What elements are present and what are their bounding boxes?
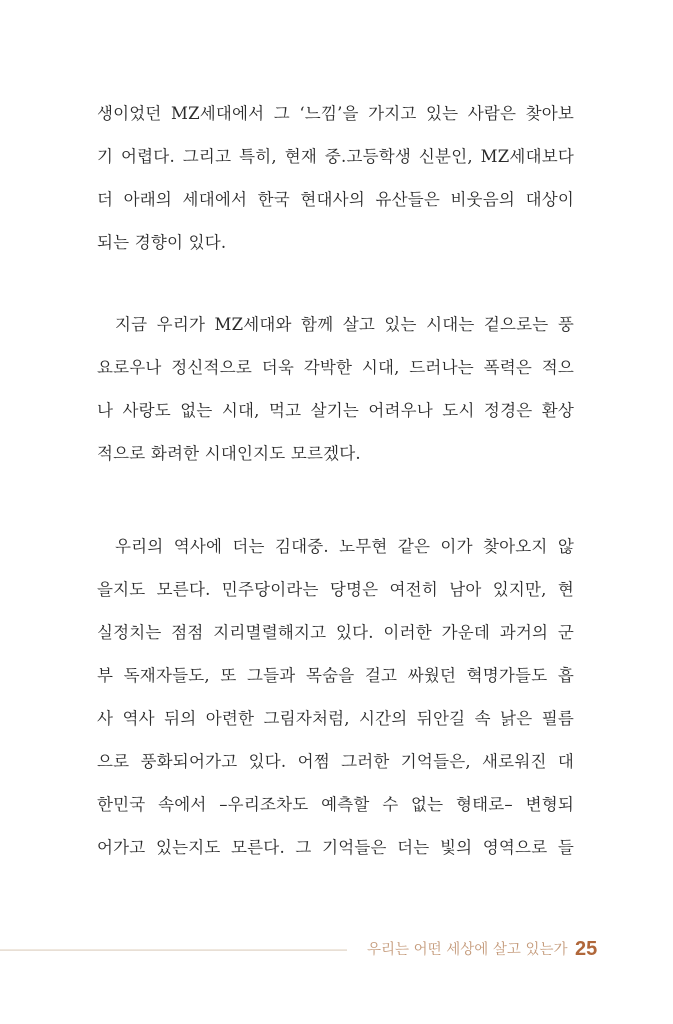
text-line: 어가고 있는지도 모른다. 그 기억들은 더는 빛의 영역으로 들 xyxy=(97,838,574,857)
running-title: 우리는 어떤 세상에 살고 있는가 xyxy=(367,942,568,958)
text-line: 을지도 모른다. 민주당이라는 당명은 여전히 남아 있지만, 현 xyxy=(97,580,574,599)
text-line: 실정치는 점점 지리멸렬해지고 있다. 이러한 가운데 과거의 군 xyxy=(97,623,574,642)
text-line: 되는 경향이 있다. xyxy=(97,233,227,252)
text-line: 나 사랑도 없는 시대, 먹고 살기는 어려우나 도시 정경은 환상 xyxy=(97,401,574,420)
text-line: 한민국 속에서 –우리조차도 예측할 수 없는 형태로– 변형되 xyxy=(97,795,574,814)
text-line: 더 아래의 세대에서 한국 현대사의 유산들은 비웃음의 대상이 xyxy=(97,190,574,209)
text-line: 부 독재자들도, 또 그들과 목숨을 걸고 싸웠던 혁명가들도 흡 xyxy=(97,666,574,685)
page-number: 25 xyxy=(575,938,598,960)
text-line: 지금 우리가 MZ세대와 함께 살고 있는 시대는 겉으로는 풍 xyxy=(115,315,574,334)
text-line: 우리의 역사에 더는 김대중. 노무현 같은 이가 찾아오지 않 xyxy=(115,537,574,556)
paragraph-3 xyxy=(97,525,574,869)
text-line: 으로 풍화되어가고 있다. 어쩜 그러한 기억들은, 새로워진 대 xyxy=(97,752,574,771)
paragraph-2 xyxy=(97,303,574,475)
text-line: 기 어렵다. 그리고 특히, 현재 중.고등학생 신분인, MZ세대보다 xyxy=(97,147,574,166)
text-line: 생이었던 MZ세대에서 그 ‘느낌’을 가지고 있는 사람은 찾아보 xyxy=(97,104,574,123)
footer-divider xyxy=(0,949,347,951)
text-line: 요로우나 정신적으로 더욱 각박한 시대, 드러나는 폭력은 적으 xyxy=(97,358,574,377)
text-line: 사 역사 뒤의 아련한 그림자처럼, 시간의 뒤안길 속 낡은 필름 xyxy=(97,709,574,728)
text-line: 적으로 화려한 시대인지도 모르겠다. xyxy=(97,444,361,463)
paragraph-1 xyxy=(97,92,574,264)
